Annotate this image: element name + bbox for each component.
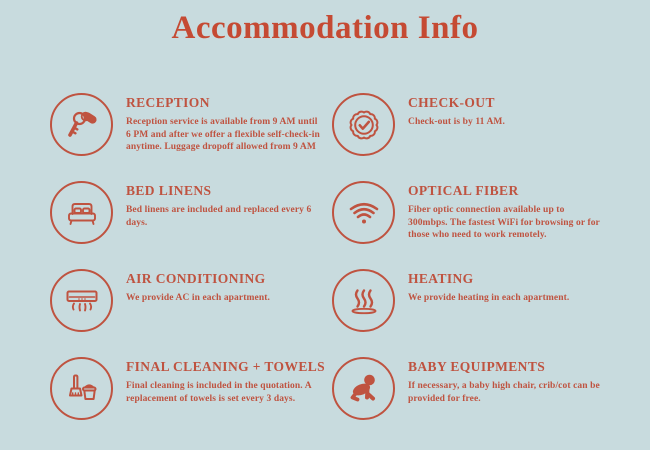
item-text (408, 357, 604, 405)
icon-circle (50, 93, 113, 156)
item-check-out (332, 93, 618, 181)
item-description: Reception service is available from 9 AM until 6 PM and after we offer a flexible self-check-in anytime. Luggage dropoff allowed from 9 AM (126, 117, 320, 153)
broom-bucket-icon (62, 369, 102, 409)
icon-circle (332, 357, 395, 420)
item-air-conditioning (50, 269, 332, 357)
item-text (408, 181, 604, 242)
item-baby-equipments (332, 357, 618, 445)
item-description: Fiber optic connection available up to 300mbps. The fastest WiFi for browsing or for those who need to work remotely. (408, 205, 600, 241)
wifi-icon (344, 193, 384, 233)
item-title: BED LINENS (126, 183, 212, 198)
item-title: OPTICAL FIBER (408, 183, 519, 198)
item-bed-linens (50, 181, 332, 269)
icon-circle (332, 93, 395, 156)
item-title: RECEPTION (126, 95, 210, 110)
item-text (126, 93, 322, 154)
heating-icon (344, 281, 384, 321)
baby-icon (344, 369, 384, 409)
item-text (126, 181, 322, 229)
item-final-cleaning (50, 357, 332, 445)
item-description: If necessary, a baby high chair, crib/cot can be provided for free. (408, 381, 600, 404)
item-description: Final cleaning is included in the quotation. A replacement of towels is set every 3 days. (126, 381, 312, 404)
info-grid (50, 93, 618, 445)
key-icon (62, 105, 102, 145)
item-description: Bed linens are included and replaced every 6 days. (126, 205, 312, 228)
item-heating (332, 269, 618, 357)
air-conditioner-icon (62, 281, 102, 321)
item-text (408, 269, 569, 305)
icon-circle (332, 181, 395, 244)
item-description: We provide heating in each apartment. (408, 293, 570, 303)
bed-icon (62, 193, 102, 233)
icon-circle (50, 181, 113, 244)
icon-circle (50, 357, 113, 420)
icon-circle (332, 269, 395, 332)
item-text (126, 357, 325, 405)
icon-circle (50, 269, 113, 332)
item-title: BABY EQUIPMENTS (408, 359, 546, 374)
item-optical-fiber (332, 181, 618, 269)
item-title: AIR CONDITIONING (126, 271, 266, 286)
item-reception (50, 93, 332, 181)
item-text (408, 93, 505, 129)
page-title: Accommodation Info (171, 10, 479, 46)
item-text (126, 269, 270, 305)
item-description: We provide AC in each apartment. (126, 293, 270, 303)
item-title: FINAL CLEANING + TOWELS (126, 359, 326, 374)
item-title: CHECK-OUT (408, 95, 495, 110)
badge-check-icon (344, 105, 384, 145)
item-description: Check-out is by 11 AM. (408, 117, 505, 127)
item-title: HEATING (408, 271, 474, 286)
